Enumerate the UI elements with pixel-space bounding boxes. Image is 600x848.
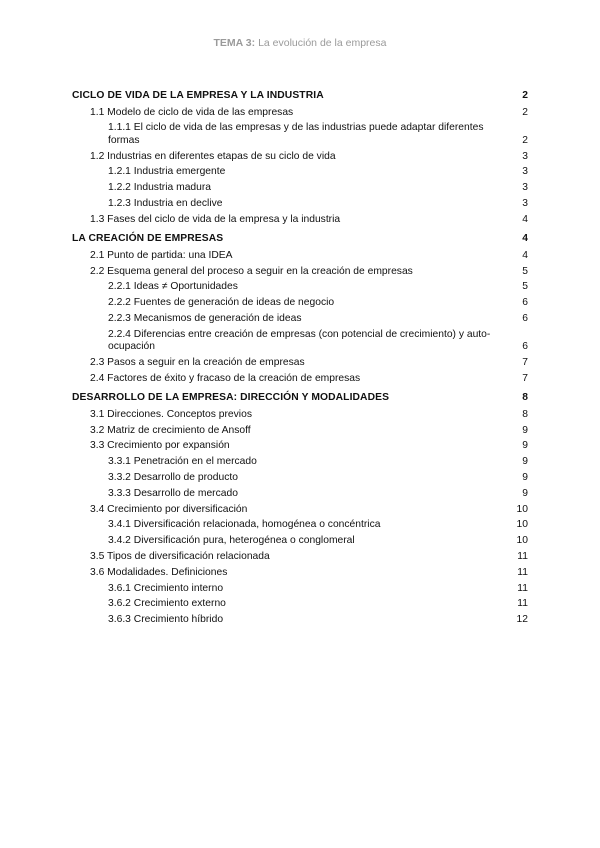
toc-entry-title: 1.1 Modelo de ciclo de vida de las empresas [90, 106, 294, 118]
toc-entry-title: 3.2 Matriz de crecimiento de Ansoff [90, 424, 251, 436]
toc-page-number: 12 [516, 614, 528, 626]
toc-page-number: 11 [517, 598, 528, 610]
toc-entry-title: 3.3 Crecimiento por expansión [90, 440, 230, 452]
toc-page-number: 9 [522, 487, 528, 499]
toc-page-number: 11 [517, 551, 528, 563]
header-topic: TEMA 3: [213, 37, 256, 49]
toc-entry[interactable] [72, 567, 528, 580]
toc-chapter-title: LA CREACIÓN DE EMPRESAS [72, 233, 224, 245]
toc-page-number: 10 [516, 519, 528, 531]
toc-page-number: 4 [522, 213, 528, 225]
toc-chapter-entry[interactable] [72, 90, 528, 103]
toc-page-number: 11 [517, 566, 528, 578]
toc-page-number: 9 [522, 424, 528, 436]
toc-section [72, 233, 528, 385]
toc-entry[interactable] [72, 425, 528, 438]
toc-entry[interactable] [72, 535, 528, 548]
toc-entry-title: 3.4 Crecimiento por diversificación [90, 503, 248, 515]
toc-entry[interactable] [72, 250, 528, 263]
toc-entry-title: 2.3 Pasos a seguir en la creación de empresas [90, 357, 305, 369]
toc-entry[interactable] [72, 472, 528, 485]
toc-page-number: 2 [522, 134, 528, 146]
toc-entry[interactable] [72, 504, 528, 517]
toc-chapter-entry[interactable] [72, 392, 528, 405]
toc-page-number: 6 [522, 297, 528, 309]
toc-page-number: 3 [522, 182, 528, 194]
toc-page-number: 2 [522, 106, 528, 118]
toc-entry-title: 1.2.3 Industria en declive [108, 197, 223, 209]
toc-entry[interactable] [72, 440, 528, 453]
page-header [0, 37, 600, 49]
toc-entry-title: 2.1 Punto de partida: una IDEA [90, 249, 233, 261]
toc-entry-title: 2.2.4 Diferencias entre creación de empresas (con potencial de crecimiento) y auto-ocupación [108, 328, 491, 353]
toc-entry-title: 2.2.1 Ideas ≠ Oportunidades [108, 281, 238, 293]
toc-section [72, 90, 528, 226]
toc-entry-title: 2.2 Esquema general del proceso a seguir en la creación de empresas [90, 265, 413, 277]
toc-page-number: 2 [522, 90, 528, 101]
toc-page-number: 4 [522, 249, 528, 261]
toc-entry[interactable] [72, 198, 528, 211]
toc-entry[interactable] [72, 519, 528, 532]
toc-entry[interactable] [72, 456, 528, 469]
toc-page-number: 10 [516, 503, 528, 515]
toc-page-number: 4 [522, 233, 528, 245]
toc-entry[interactable] [72, 583, 528, 596]
toc-page-number: 9 [522, 472, 528, 484]
toc-entry-title: 1.2.1 Industria emergente [108, 166, 226, 178]
toc-section [72, 392, 528, 626]
toc-entry[interactable] [72, 373, 528, 386]
toc-entry-title: 3.5 Tipos de diversificación relacionada [90, 551, 270, 563]
toc-entry[interactable] [72, 281, 528, 294]
toc-entry-title: 3.6 Modalidades. Definiciones [90, 566, 228, 578]
toc-entry-title: 2.2.2 Fuentes de generación de ideas de negocio [108, 297, 335, 309]
toc-entry-title: 3.6.2 Crecimiento externo [108, 598, 226, 610]
toc-entry[interactable] [72, 598, 528, 611]
toc-entry[interactable] [72, 357, 528, 370]
toc-entry-title: 3.4.1 Diversificación relacionada, homogénea o concéntrica [108, 519, 381, 531]
toc-entry-title: 3.3.3 Desarrollo de mercado [108, 487, 238, 499]
toc-entry-title: 3.3.1 Penetración en el mercado [108, 456, 257, 468]
toc-page-number: 9 [522, 440, 528, 452]
toc-entry[interactable] [72, 551, 528, 564]
toc-entry-title: 3.3.2 Desarrollo de producto [108, 472, 238, 484]
toc-page-number: 8 [522, 408, 528, 420]
toc-entry-title: 1.1.1 El ciclo de vida de las empresas y de las industrias puede adaptar diferentes formas [108, 122, 484, 146]
toc-entry[interactable] [72, 122, 528, 147]
toc-entry[interactable] [72, 182, 528, 195]
toc-entry[interactable] [72, 107, 528, 120]
toc-entry-title: 1.2.2 Industria madura [108, 182, 212, 194]
toc-entry[interactable] [72, 151, 528, 164]
toc-page-number: 3 [522, 166, 528, 178]
toc-entry-title: 1.3 Fases del ciclo de vida de la empresa y la industria [90, 213, 341, 225]
toc-entry[interactable] [72, 166, 528, 179]
toc-page-number: 7 [522, 372, 528, 384]
toc-entry-title: 2.4 Factores de éxito y fracaso de la creación de empresas [90, 372, 361, 384]
toc-entry-title: 2.2.3 Mecanismos de generación de ideas [108, 312, 302, 324]
toc-entry-title: 3.1 Direcciones. Conceptos previos [90, 408, 252, 420]
toc-entry[interactable] [72, 266, 528, 279]
toc-entry-title: 3.6.3 Crecimiento híbrido [108, 614, 224, 626]
toc-entry[interactable] [72, 329, 528, 354]
toc-page-number: 3 [522, 197, 528, 209]
toc-entry[interactable] [72, 313, 528, 326]
toc-entry-title: 1.2 Industrias en diferentes etapas de su ciclo de vida [90, 150, 336, 162]
toc-entry-title: 3.6.1 Crecimiento interno [108, 582, 224, 594]
toc-entry[interactable] [72, 488, 528, 501]
toc-page-number: 9 [522, 456, 528, 468]
toc-page-number: 8 [522, 392, 528, 404]
toc-entry-title: 3.4.2 Diversificación pura, heterogénea o conglomeral [108, 535, 355, 547]
toc-page-number: 5 [522, 281, 528, 293]
toc-entry[interactable] [72, 409, 528, 422]
toc-entry[interactable] [72, 614, 528, 627]
toc-page-number: 10 [516, 535, 528, 547]
toc-page-number: 7 [522, 357, 528, 369]
toc-page-number: 6 [522, 312, 528, 324]
toc-entry[interactable] [72, 297, 528, 310]
header-title: La evolución de la empresa [258, 37, 387, 49]
toc-chapter-title: CICLO DE VIDA DE LA EMPRESA Y LA INDUSTRIA [72, 90, 324, 101]
table-of-contents [72, 90, 528, 634]
toc-chapter-title: DESARROLLO DE LA EMPRESA: DIRECCIÓN Y MODALIDADES [72, 392, 390, 404]
toc-page-number: 11 [517, 582, 528, 594]
toc-page-number: 6 [522, 341, 528, 353]
toc-entry[interactable] [72, 214, 528, 227]
toc-chapter-entry[interactable] [72, 233, 528, 246]
toc-page-number: 5 [522, 265, 528, 277]
toc-page-number: 3 [522, 150, 528, 162]
